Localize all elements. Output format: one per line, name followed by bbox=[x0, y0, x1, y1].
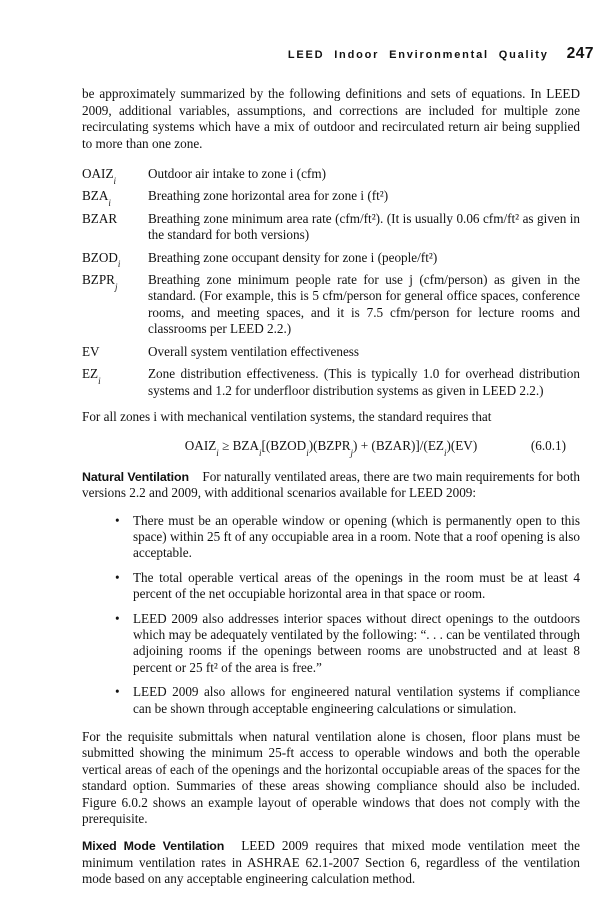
bullet-item: • LEED 2009 also addresses interior spaces without direct openings to the outdoors which may be adequately ventilated by the following: “. . . can be ventilated through adjoining rooms if the openings between rooms are unobstructed and at least 8 percent or 25 ft² of the area is free.” bbox=[113, 611, 580, 677]
natural-ventilation-lead: For naturally ventilated areas, there are two main requirements for both versions 2.2 and 2009, with additional scenarios available for LEED 2009: bbox=[82, 468, 580, 501]
definition-term: $OAIZ_i$ bbox=[82, 166, 117, 186]
definition-list bbox=[82, 166, 580, 399]
definition-row bbox=[82, 188, 580, 209]
definition-row bbox=[82, 166, 580, 186]
pre-equation-paragraph: For all zones i with mechanical ventilation systems, the standard requires that bbox=[82, 408, 492, 424]
intro-paragraph: be approximately summarized by the following definitions and sets of equations. In LEED 2009, additional variables, assumptions, and corrections are included for multiple zone recirculating systems which have a mix of outdoor and recirculated return air being supplied to more than one zone. bbox=[82, 86, 580, 151]
section-heading-mixed-mode: Mixed Mode Ventilation bbox=[82, 839, 225, 854]
definition-desc: Breathing zone minimum people rate for use j (cfm/person) as given in the standard. (For example, this is 5 cfm/person for general office spaces, conference rooms, and meeting spaces, and it is 7.5 cfm/person for lecture rooms and classrooms per LEED 2.2.) bbox=[148, 272, 580, 337]
running-head-title: LEED Indoor Environmental Quality bbox=[287, 49, 549, 61]
definition-term: $BZPR_j$ bbox=[82, 272, 118, 292]
definition-desc: Zone distribution effectiveness. (This is typically 1.0 for overhead distribution systems and 1.2 for underfloor distribution systems as given in LEED 2.2.) bbox=[148, 366, 580, 398]
equation: $OAIZ_i$ ≥ $BZA_i[(BZOD_i)(BZPR_j)$ + $(BZAR)]/(EZ_i)(EV)$ bbox=[184, 438, 478, 458]
bullet-item: • LEED 2009 also allows for engineered natural ventilation systems if compliance can be shown through acceptable engineering calculations or simulation. bbox=[113, 684, 580, 717]
definition-term: $EZ_i$ bbox=[82, 366, 101, 386]
definition-row bbox=[82, 344, 580, 360]
natural-ventilation-paragraph bbox=[82, 469, 580, 502]
submittals-paragraph: For the requisite submittals when natural ventilation alone is chosen, floor plans must be submitted showing the minimum 25-ft access to operable windows and both the operable vertical areas of each of the openings and the horizontal occupiable areas of the spaces for the standard option. Summaries of these areas showing compliance should also be included. Figure 6.0.2 shows an example layout of operable windows that does not comply with the prerequisite. bbox=[82, 729, 580, 827]
definition-row bbox=[82, 272, 580, 338]
definition-desc: Breathing zone minimum area rate (cfm/ft²). (It is usually 0.06 cfm/ft² as given in the standard for both versions) bbox=[148, 210, 580, 243]
definition-desc: Outdoor air intake to zone i (cfm) bbox=[148, 166, 326, 182]
page-number: 247 bbox=[566, 45, 594, 62]
definition-row bbox=[82, 366, 580, 399]
equation-row bbox=[82, 438, 580, 458]
definition-desc: Breathing zone occupant density for zone i (people/ft²) bbox=[148, 249, 438, 265]
section-heading-natural-ventilation: Natural Ventilation bbox=[82, 469, 189, 484]
definition-desc: Breathing zone horizontal area for zone i (ft²) bbox=[148, 188, 389, 204]
bullet-list bbox=[82, 513, 580, 717]
mixed-mode-paragraph bbox=[82, 838, 580, 887]
running-head bbox=[82, 46, 594, 63]
definition-term: $BZOD_i$ bbox=[82, 249, 121, 270]
equation-number: (6.0.1) bbox=[530, 438, 566, 454]
definition-row bbox=[82, 211, 580, 244]
definition-desc: Overall system ventilation effectiveness bbox=[148, 343, 360, 359]
definition-term: $BZA_i$ bbox=[82, 188, 111, 209]
page-content bbox=[82, 86, 580, 887]
bullet-item: • There must be an operable window or opening (which is permanently open to this space) within 25 ft of any occupiable area in a room. Note that a roof opening is also acceptable. bbox=[113, 513, 580, 562]
bullet-item: • The total operable vertical areas of the openings in the room must be at least 4 percent of the net occupiable horizontal area in that space or room. bbox=[113, 570, 580, 603]
definition-term: EV bbox=[82, 343, 100, 359]
mixed-mode-text: LEED 2009 requires that mixed mode ventilation meet the minimum ventilation rates in ASHRAE 62.1-2007 Section 6, regardless of the ventilation mode based on any acceptable engineering calculation method. bbox=[82, 838, 580, 887]
definition-term: BZAR bbox=[82, 210, 118, 226]
definition-row bbox=[82, 249, 580, 270]
